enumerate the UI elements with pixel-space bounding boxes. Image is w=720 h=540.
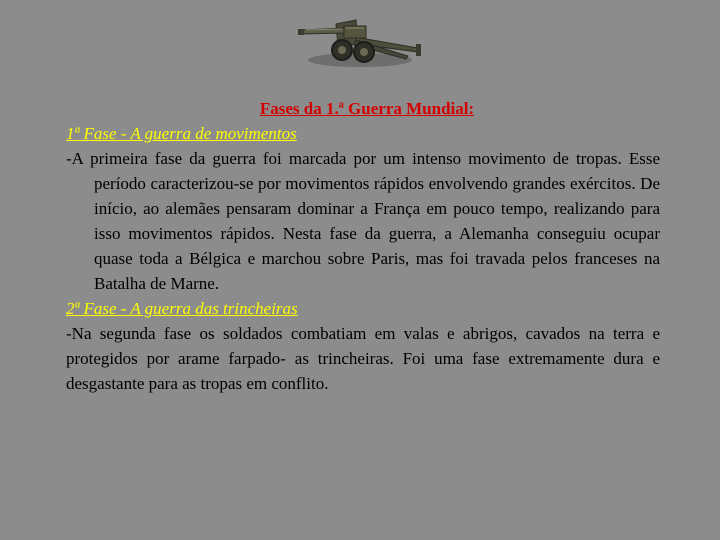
phase-2-heading: 2ª Fase - A guerra das trincheiras <box>66 299 298 318</box>
phase-1-text: -A primeira fase da guerra foi marcada por um intenso movimento de tropas. Esse período caracterizou-se por movimentos rápidos envolvendo grandes exércitos. De início, ao alemães pensaram dominar a França em pouco tempo, realizando para isso movimentos rápidos. Nesta fase da guerra, a Alemanha conseguiu ocupar quase toda a Bélgica e marchou sobre Paris, mas foi travada pelos franceses na Batalha de Marne. <box>66 149 660 293</box>
phase-2-text: -Na segunda fase os soldados combatiam em valas e abrigos, cavados na terra e protegidos por arame farpado- as trincheiras. Foi uma fase extremamente dura e desgastante para as tropas em conflito. <box>66 324 660 393</box>
artillery-cannon-icon <box>298 10 426 72</box>
slide-content <box>66 96 660 396</box>
page-title: Fases da 1.ª Guerra Mundial: <box>259 99 475 118</box>
phase-1-heading: 1ª Fase - A guerra de movimentos <box>66 124 297 143</box>
